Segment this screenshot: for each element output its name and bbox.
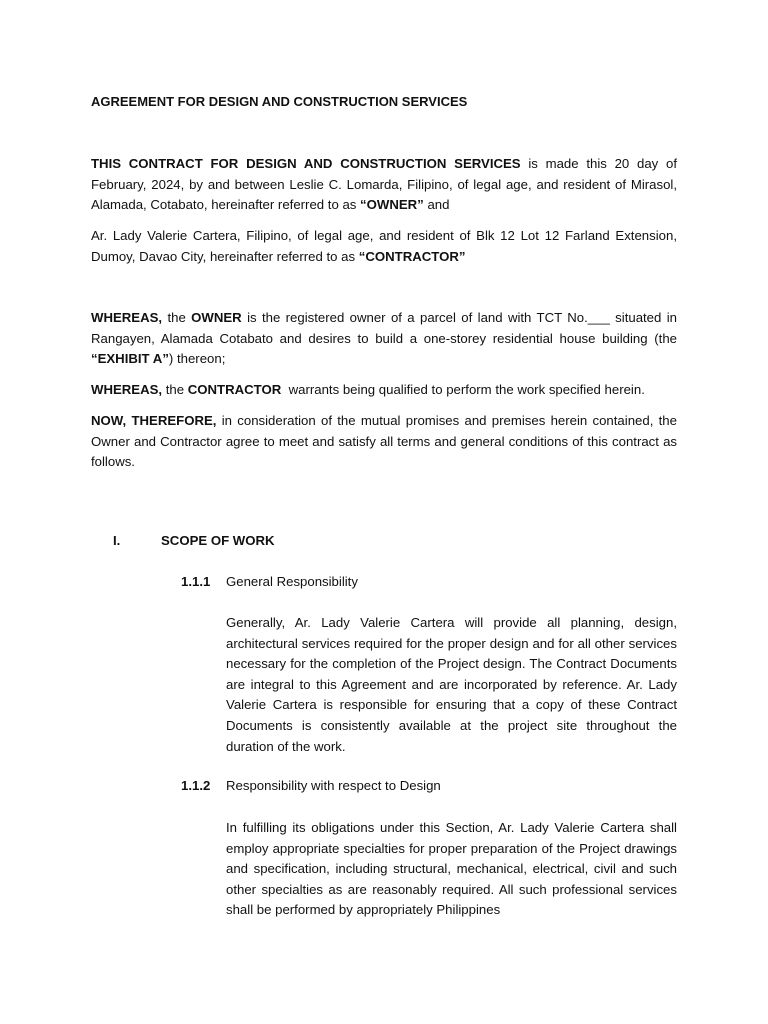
paragraph-text: and <box>423 197 450 213</box>
now-therefore-bold: NOW, THEREFORE, <box>91 413 217 428</box>
subsection-heading-general <box>181 574 358 589</box>
paragraph-text: ) thereon; <box>168 351 226 367</box>
section-number: I. <box>113 533 121 548</box>
paragraph-text: the <box>162 310 192 325</box>
subsection-body-design: In fulfilling its obligations under this Section, Ar. Lady Valerie Cartera shall employ appropriate specialties for proper preparation of the Project drawings and specification, including structural, mechanical, electrical, civil and such other specialties as are reasonably required. All such professional services shall be performed by appropriately Philippines <box>226 820 677 918</box>
contractor-term-bold: “CONTRACTOR” <box>358 248 466 264</box>
paragraph-text: is the registered owner of a parcel of land with TCT No.___ situated in Rangayen, Alamada Cotabato and desires to build a one-storey residential house building (the <box>91 310 677 346</box>
paragraph-now-therefore <box>91 411 677 473</box>
paragraph-parties-contractor <box>91 226 677 267</box>
exhibit-bold: “EXHIBIT A” <box>91 351 169 367</box>
whereas-bold: WHEREAS, <box>91 382 163 397</box>
paragraph-whereas-owner <box>91 308 677 370</box>
subsection-heading-design <box>181 778 441 793</box>
paragraph-whereas-contractor <box>91 380 677 401</box>
paragraph-text: Ar. Lady Valerie Cartera, Filipino, of legal age, and resident of Blk 12 Lot 12 Farland Extension, Dumoy, Davao City, hereinafter referred to as <box>91 228 677 264</box>
paragraph-parties-owner <box>91 154 677 216</box>
whereas-bold: WHEREAS, <box>91 310 163 325</box>
contract-lead-bold: THIS CONTRACT FOR DESIGN AND CONSTRUCTION SERVICES <box>91 156 521 171</box>
owner-bold: OWNER <box>191 310 242 325</box>
subsection-number: 1.1.2 <box>181 778 211 793</box>
section-heading-scope <box>113 533 275 548</box>
paragraph-text: the <box>162 382 188 397</box>
subsection-title: Responsibility with respect to Design <box>226 778 441 793</box>
paragraph-text: warrants being qualified to perform the work specified herein. <box>281 382 645 397</box>
subsection-title: General Responsibility <box>226 574 358 589</box>
document-title: AGREEMENT FOR DESIGN AND CONSTRUCTION SERVICES <box>91 94 468 109</box>
section-title: SCOPE OF WORK <box>161 533 275 548</box>
owner-term-bold: “OWNER” <box>360 197 424 213</box>
paragraph-text: in consideration of the mutual promises and premises herein contained, the Owner and Contractor agree to meet and satisfy all terms and general conditions of this contract as follows. <box>91 413 677 470</box>
paragraph-text: is made this 20 day of February, 2024, by and between Leslie C. Lomarda, Filipino, of legal age, and resident of Mirasol, Alamada, Cotabato, hereinafter referred to as <box>91 156 677 213</box>
subsection-body-general: Generally, Ar. Lady Valerie Cartera will provide all planning, design, architectural services required for the proper design and for all other services necessary for the completion of the Project design. The Contract Documents are integral to this Agreement and are incorporated by reference. Ar. Lady Valerie Cartera is responsible for ensuring that a copy of these Contract Documents is consistently available at the project site throughout the duration of the work. <box>226 615 677 754</box>
subsection-number: 1.1.1 <box>181 574 211 589</box>
contractor-bold: CONTRACTOR <box>187 382 282 397</box>
